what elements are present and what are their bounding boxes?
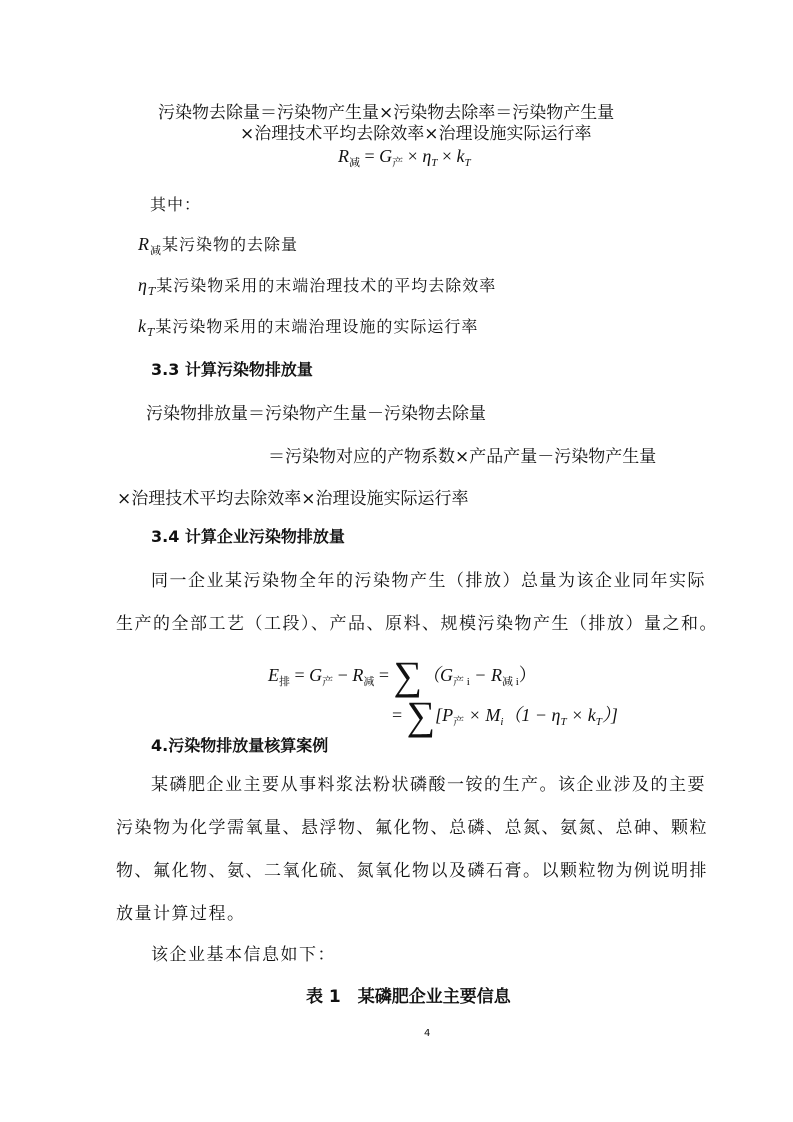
- emission-formula-line-1: 污染物排放量＝污染物产生量－污染物去除量: [146, 404, 486, 424]
- definition-r: $R_减$某污染物的去除量: [138, 234, 299, 257]
- paragraph-line: 放量计算过程。: [116, 904, 246, 924]
- paragraph-line: 污染物为化学需氧量、悬浮物、氟化物、总磷、总氮、氨氮、总砷、颗粒: [116, 818, 708, 838]
- sigma-symbol: ∑: [393, 653, 422, 698]
- table-caption: 表 1 某磷肥企业主要信息: [306, 987, 511, 1007]
- paragraph-line: 物、氟化物、氨、二氧化硫、氮氧化物以及磷石膏。以颗粒物为例说明排: [116, 861, 708, 881]
- emission-formula-line-3: ×治理技术平均去除效率×治理设施实际运行率: [117, 489, 469, 509]
- page-number: 4: [424, 1028, 431, 1039]
- formula-line-2: ×治理技术平均去除效率×治理设施实际运行率: [240, 124, 592, 144]
- where-label: 其中：: [150, 195, 202, 214]
- paragraph-line: 某磷肥企业主要从事料浆法粉状磷酸一铵的生产。该企业涉及的主要: [151, 775, 706, 795]
- definition-eta: $\eta_T$某污染物采用的末端治理技术的平均去除效率: [138, 275, 497, 298]
- paragraph-line: 生产的全部工艺（工段）、产品、原料、规模污染物产生（排放）量之和。: [116, 614, 718, 634]
- formula-r-equation: $R_减 = G_产 \times \eta_T \times k_T$: [338, 146, 471, 169]
- sigma-symbol: ∑: [406, 693, 436, 738]
- emission-formula-line-2: ＝污染物对应的产物系数×产品产量－污染物产生量: [268, 447, 657, 467]
- heading-3-4: 3.4 计算企业污染物排放量: [151, 527, 345, 546]
- formula-line-1: 污染物去除量＝污染物产生量×污染物去除率＝污染物产生量: [158, 103, 615, 123]
- heading-3-3: 3.3 计算污染物排放量: [151, 360, 313, 379]
- heading-4: 4.污染物排放量核算案例: [151, 736, 329, 755]
- sum-formula-line-2: = $\sum[P_产 \times M_i(1 - \eta_T \times k_T)]$: [392, 693, 618, 738]
- sum-formula-line-1: $E_排 = G_产 - R_减 = \sum(G_{产 i} - R_{减 i})$: [268, 653, 537, 698]
- paragraph-line: 该企业基本信息如下：: [151, 945, 336, 965]
- definition-k: $k_T$某污染物采用的末端治理设施的实际运行率: [138, 316, 479, 339]
- paragraph-line: 同一企业某污染物全年的污染物产生（排放）总量为该企业同年实际: [151, 571, 706, 591]
